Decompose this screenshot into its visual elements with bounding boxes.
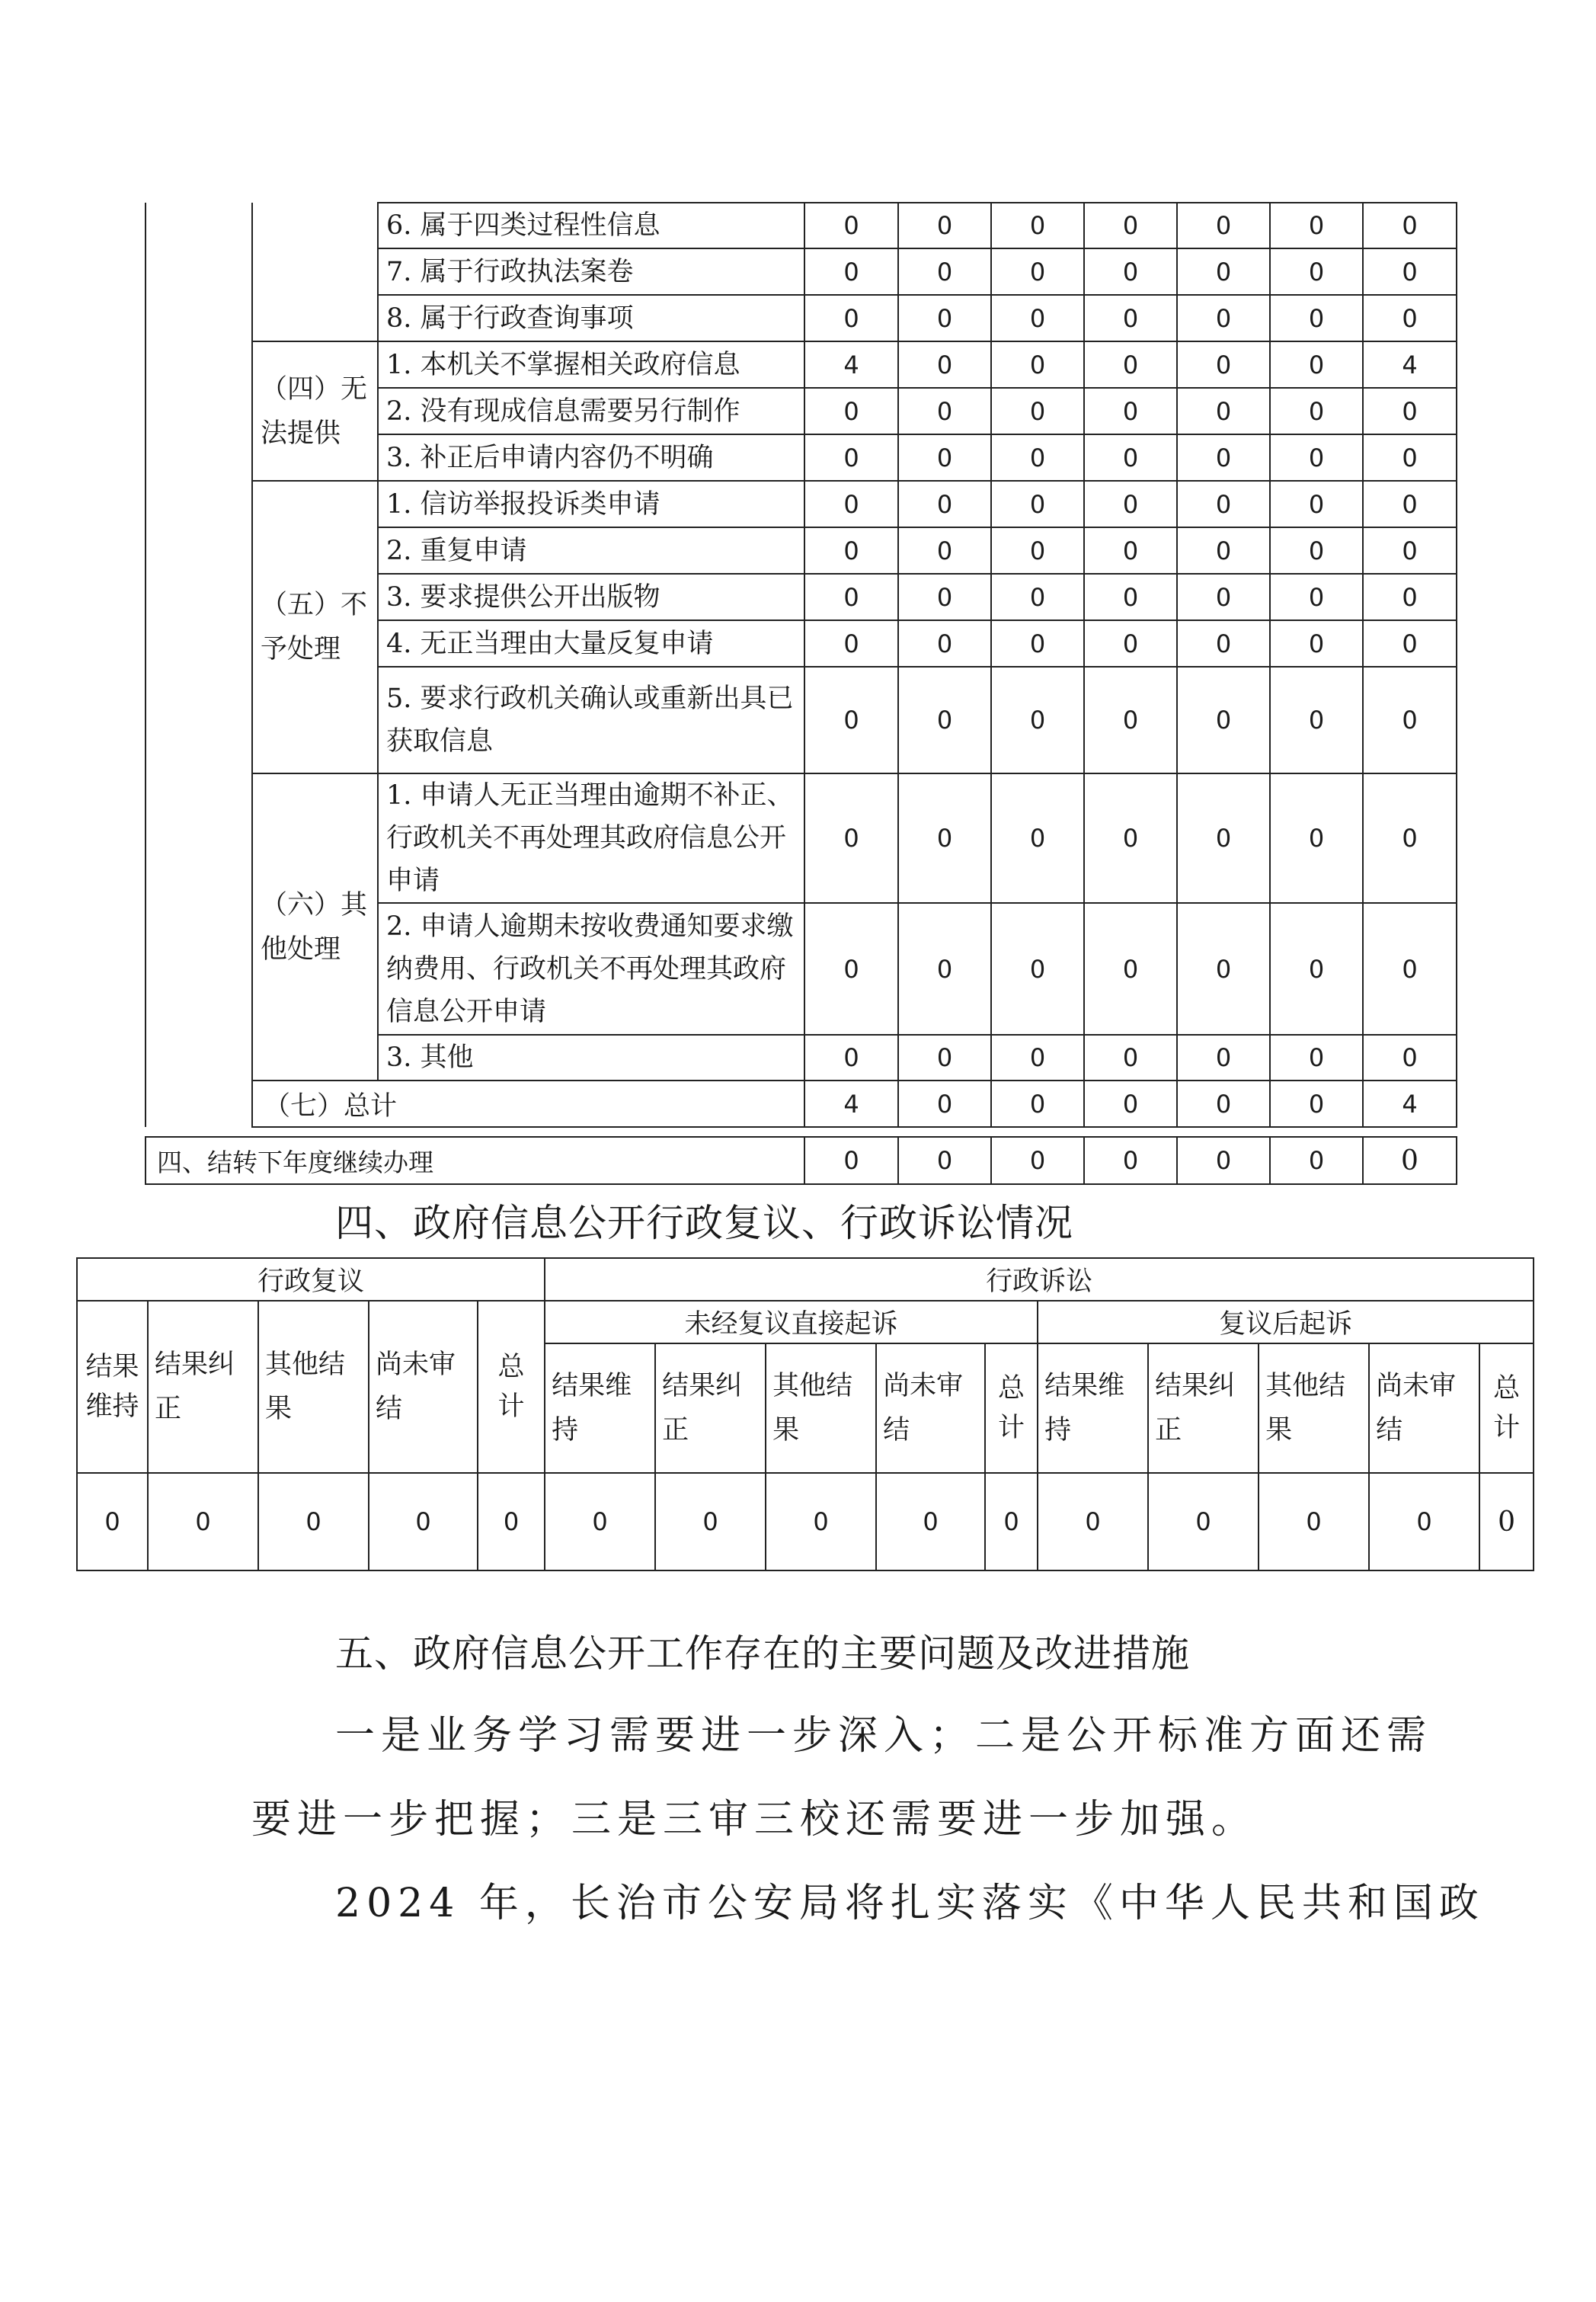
- cell-value: 0: [1084, 1137, 1177, 1184]
- cell-value: 0: [898, 295, 991, 341]
- row-label: 3. 补正后申请内容仍不明确: [378, 434, 804, 481]
- cell-value: 0: [804, 434, 898, 481]
- cell-value: 0: [1084, 1035, 1177, 1081]
- cell-value: 0: [1363, 203, 1457, 248]
- cell-value: 0: [1270, 481, 1363, 527]
- cell-value: 0: [77, 1473, 148, 1570]
- cell-value: 0: [1363, 527, 1457, 574]
- after-col-0: 结果维持: [1038, 1343, 1148, 1473]
- row-label: 1. 申请人无正当理由逾期不补正、行政机关不再处理其政府信息公开申请: [378, 773, 804, 903]
- cell-value: 0: [804, 203, 898, 248]
- cell-value: 0: [898, 1035, 991, 1081]
- cell-value: 0: [1270, 1081, 1363, 1127]
- cell-value: 0: [1177, 1081, 1270, 1127]
- direct-col-1: 结果纠正: [655, 1343, 766, 1473]
- row-label: 1. 本机关不掌握相关政府信息: [378, 341, 804, 388]
- review-litigation-table: [76, 1257, 1534, 1571]
- cell-value: 0: [766, 1473, 876, 1570]
- paragraph-line: 2024 年，长治市公安局将扎实落实《中华人民共和国政: [335, 1881, 1485, 1926]
- cell-value: 0: [148, 1473, 258, 1570]
- cell-value: 0: [991, 1081, 1084, 1127]
- cell-value: 0: [1270, 667, 1363, 773]
- paragraph-line: 要进一步把握；三是三审三校还需要进一步加强。: [251, 1797, 1258, 1843]
- cell-value: 0: [1363, 667, 1457, 773]
- after-col-2: 其他结果: [1259, 1343, 1369, 1473]
- carry-over-label: 四、结转下年度继续办理: [146, 1137, 804, 1184]
- review-col-0: 结果维持: [77, 1301, 148, 1473]
- cell-value: 0: [1084, 388, 1177, 434]
- cell-value: 0: [991, 434, 1084, 481]
- table-row: [146, 481, 1457, 527]
- review-header: 行政复议: [77, 1258, 545, 1301]
- cell-value: 0: [1177, 574, 1270, 620]
- cell-value: 0: [1084, 203, 1177, 248]
- litigation-header: 行政诉讼: [545, 1258, 1534, 1301]
- cell-value: 0: [1270, 620, 1363, 667]
- cell-value: 4: [804, 1081, 898, 1127]
- cell-value: 0: [1084, 1081, 1177, 1127]
- cell-value: 0: [1270, 295, 1363, 341]
- total-row: [146, 1081, 1457, 1127]
- cell-value: 0: [898, 481, 991, 527]
- cell-value: 0: [1038, 1473, 1148, 1570]
- cell-value: 0: [1363, 574, 1457, 620]
- cell-value: 0: [1270, 574, 1363, 620]
- cell-value: 0: [1270, 203, 1363, 248]
- paragraph-line: 一是业务学习需要进一步深入；二是公开标准方面还需: [335, 1713, 1433, 1759]
- cell-value: 0: [1084, 574, 1177, 620]
- direct-header: 未经复议直接起诉: [545, 1301, 1038, 1343]
- cell-value: 0: [1177, 773, 1270, 903]
- header-row: [77, 1258, 1534, 1301]
- cell-value: 0: [1084, 527, 1177, 574]
- cell-value: 0: [1177, 1137, 1270, 1184]
- category-blank-cell: [252, 203, 378, 341]
- cell-value: 0: [876, 1473, 985, 1570]
- row-label: 3. 要求提供公开出版物: [378, 574, 804, 620]
- cell-value: 0: [1363, 620, 1457, 667]
- cell-value: 0: [1177, 341, 1270, 388]
- cell-value: 0: [1084, 341, 1177, 388]
- disposal-table: [145, 202, 1457, 1128]
- row-label: 8. 属于行政查询事项: [378, 295, 804, 341]
- cell-value: 4: [1363, 341, 1457, 388]
- section5-title: 五、政府信息公开工作存在的主要问题及改进措施: [335, 1631, 1190, 1676]
- cell-value: 0: [1270, 434, 1363, 481]
- carry-over-table: [145, 1136, 1457, 1185]
- cell-value: 0: [804, 248, 898, 295]
- row-label: 4. 无正当理由大量反复申请: [378, 620, 804, 667]
- direct-col-3: 尚未审结: [876, 1343, 985, 1473]
- review-col-1: 结果纠正: [148, 1301, 258, 1473]
- cell-value: 0: [1177, 527, 1270, 574]
- cell-value: 0: [1177, 903, 1270, 1035]
- cell-value: 0: [991, 341, 1084, 388]
- cell-value: 0: [804, 481, 898, 527]
- category-label-six: （六）其他处理: [252, 773, 378, 1081]
- cell-value: 0: [991, 620, 1084, 667]
- cell-value: 0: [1270, 1035, 1363, 1081]
- cell-value: 0: [991, 773, 1084, 903]
- cell-value: 0: [478, 1473, 545, 1570]
- cell-value: 0: [991, 295, 1084, 341]
- cell-value: 0: [985, 1473, 1038, 1570]
- value-row: [77, 1473, 1534, 1570]
- cell-value: 0: [369, 1473, 478, 1570]
- cell-value: 0: [1363, 388, 1457, 434]
- cell-value: 0: [1084, 903, 1177, 1035]
- category-label-four: （四）无法提供: [252, 341, 378, 481]
- table-row: [146, 203, 1457, 248]
- cell-value: 0: [804, 1137, 898, 1184]
- cell-value: 4: [804, 341, 898, 388]
- cell-value: 0: [1259, 1473, 1369, 1570]
- cell-value: 0: [804, 903, 898, 1035]
- cell-value: 0: [804, 773, 898, 903]
- cell-value: 0: [804, 295, 898, 341]
- cell-value: 0: [1084, 620, 1177, 667]
- cell-value: 0: [804, 1035, 898, 1081]
- cell-value: 0: [1363, 773, 1457, 903]
- cell-value: 0: [1270, 1137, 1363, 1184]
- after-col-4: 总计: [1479, 1343, 1534, 1473]
- row-label: 2. 申请人逾期未按收费通知要求缴纳费用、行政机关不再处理其政府信息公开申请: [378, 903, 804, 1035]
- after-header: 复议后起诉: [1038, 1301, 1534, 1343]
- cell-value: 0: [991, 1137, 1084, 1184]
- cell-value: 0: [991, 203, 1084, 248]
- cell-value: 0: [1363, 1137, 1457, 1184]
- row-label: 7. 属于行政执法案卷: [378, 248, 804, 295]
- row-label: 2. 重复申请: [378, 527, 804, 574]
- cell-value: 0: [991, 667, 1084, 773]
- row-label: 3. 其他: [378, 1035, 804, 1081]
- cell-value: 0: [545, 1473, 655, 1570]
- after-col-1: 结果纠正: [1148, 1343, 1259, 1473]
- cell-value: 0: [804, 388, 898, 434]
- cell-value: 0: [1479, 1473, 1534, 1570]
- cell-value: 0: [804, 574, 898, 620]
- cell-value: 0: [898, 527, 991, 574]
- cell-value: 0: [1270, 388, 1363, 434]
- direct-col-2: 其他结果: [766, 1343, 876, 1473]
- cell-value: 0: [898, 388, 991, 434]
- cell-value: 0: [655, 1473, 766, 1570]
- cell-value: 0: [1084, 481, 1177, 527]
- row-label: 1. 信访举报投诉类申请: [378, 481, 804, 527]
- cell-value: 0: [804, 527, 898, 574]
- cell-value: 0: [1270, 527, 1363, 574]
- direct-col-4: 总计: [985, 1343, 1038, 1473]
- cell-value: 0: [1084, 248, 1177, 295]
- cell-value: 0: [1177, 295, 1270, 341]
- cell-value: 0: [1369, 1473, 1479, 1570]
- cell-value: 0: [898, 341, 991, 388]
- cell-value: 0: [991, 574, 1084, 620]
- cell-value: 0: [991, 1035, 1084, 1081]
- cell-value: 0: [991, 481, 1084, 527]
- cell-value: 0: [898, 248, 991, 295]
- cell-value: 0: [1177, 620, 1270, 667]
- outer-blank-cell: [146, 203, 252, 1127]
- table-row: [146, 341, 1457, 388]
- cell-value: 0: [1084, 773, 1177, 903]
- cell-value: 0: [898, 1081, 991, 1127]
- cell-value: 0: [991, 248, 1084, 295]
- cell-value: 0: [898, 434, 991, 481]
- cell-value: 0: [1177, 248, 1270, 295]
- cell-value: 0: [1177, 434, 1270, 481]
- cell-value: 0: [1363, 481, 1457, 527]
- cell-value: 0: [1177, 388, 1270, 434]
- cell-value: 0: [1084, 667, 1177, 773]
- carry-over-row: [146, 1137, 1457, 1184]
- cell-value: 0: [1177, 667, 1270, 773]
- row-label: 2. 没有现成信息需要另行制作: [378, 388, 804, 434]
- cell-value: 0: [991, 903, 1084, 1035]
- cell-value: 0: [804, 620, 898, 667]
- cell-value: 4: [1363, 1081, 1457, 1127]
- cell-value: 0: [1270, 248, 1363, 295]
- cell-value: 0: [898, 203, 991, 248]
- cell-value: 0: [898, 667, 991, 773]
- cell-value: 0: [1363, 903, 1457, 1035]
- header-row: [77, 1301, 1534, 1343]
- after-col-3: 尚未审结: [1369, 1343, 1479, 1473]
- section4-title: 四、政府信息公开行政复议、行政诉讼情况: [335, 1201, 1073, 1245]
- review-col-2: 其他结果: [258, 1301, 369, 1473]
- category-label-five: （五）不予处理: [252, 481, 378, 773]
- cell-value: 0: [1363, 434, 1457, 481]
- table-row: [146, 773, 1457, 903]
- cell-value: 0: [1363, 295, 1457, 341]
- cell-value: 0: [1084, 434, 1177, 481]
- cell-value: 0: [1177, 481, 1270, 527]
- cell-value: 0: [1363, 248, 1457, 295]
- cell-value: 0: [1084, 295, 1177, 341]
- cell-value: 0: [1363, 1035, 1457, 1081]
- cell-value: 0: [898, 903, 991, 1035]
- cell-value: 0: [898, 1137, 991, 1184]
- row-label: 5. 要求行政机关确认或重新出具已获取信息: [378, 667, 804, 773]
- cell-value: 0: [1270, 903, 1363, 1035]
- total-label: （七）总计: [252, 1081, 804, 1127]
- direct-col-0: 结果维持: [545, 1343, 655, 1473]
- cell-value: 0: [258, 1473, 369, 1570]
- cell-value: 0: [1270, 773, 1363, 903]
- row-label: 6. 属于四类过程性信息: [378, 203, 804, 248]
- review-col-3: 尚未审结: [369, 1301, 478, 1473]
- cell-value: 0: [1177, 203, 1270, 248]
- cell-value: 0: [898, 620, 991, 667]
- cell-value: 0: [898, 574, 991, 620]
- cell-value: 0: [1148, 1473, 1259, 1570]
- review-col-4: 总计: [478, 1301, 545, 1473]
- cell-value: 0: [898, 773, 991, 903]
- cell-value: 0: [804, 667, 898, 773]
- cell-value: 0: [991, 527, 1084, 574]
- cell-value: 0: [991, 388, 1084, 434]
- cell-value: 0: [1177, 1035, 1270, 1081]
- cell-value: 0: [1270, 341, 1363, 388]
